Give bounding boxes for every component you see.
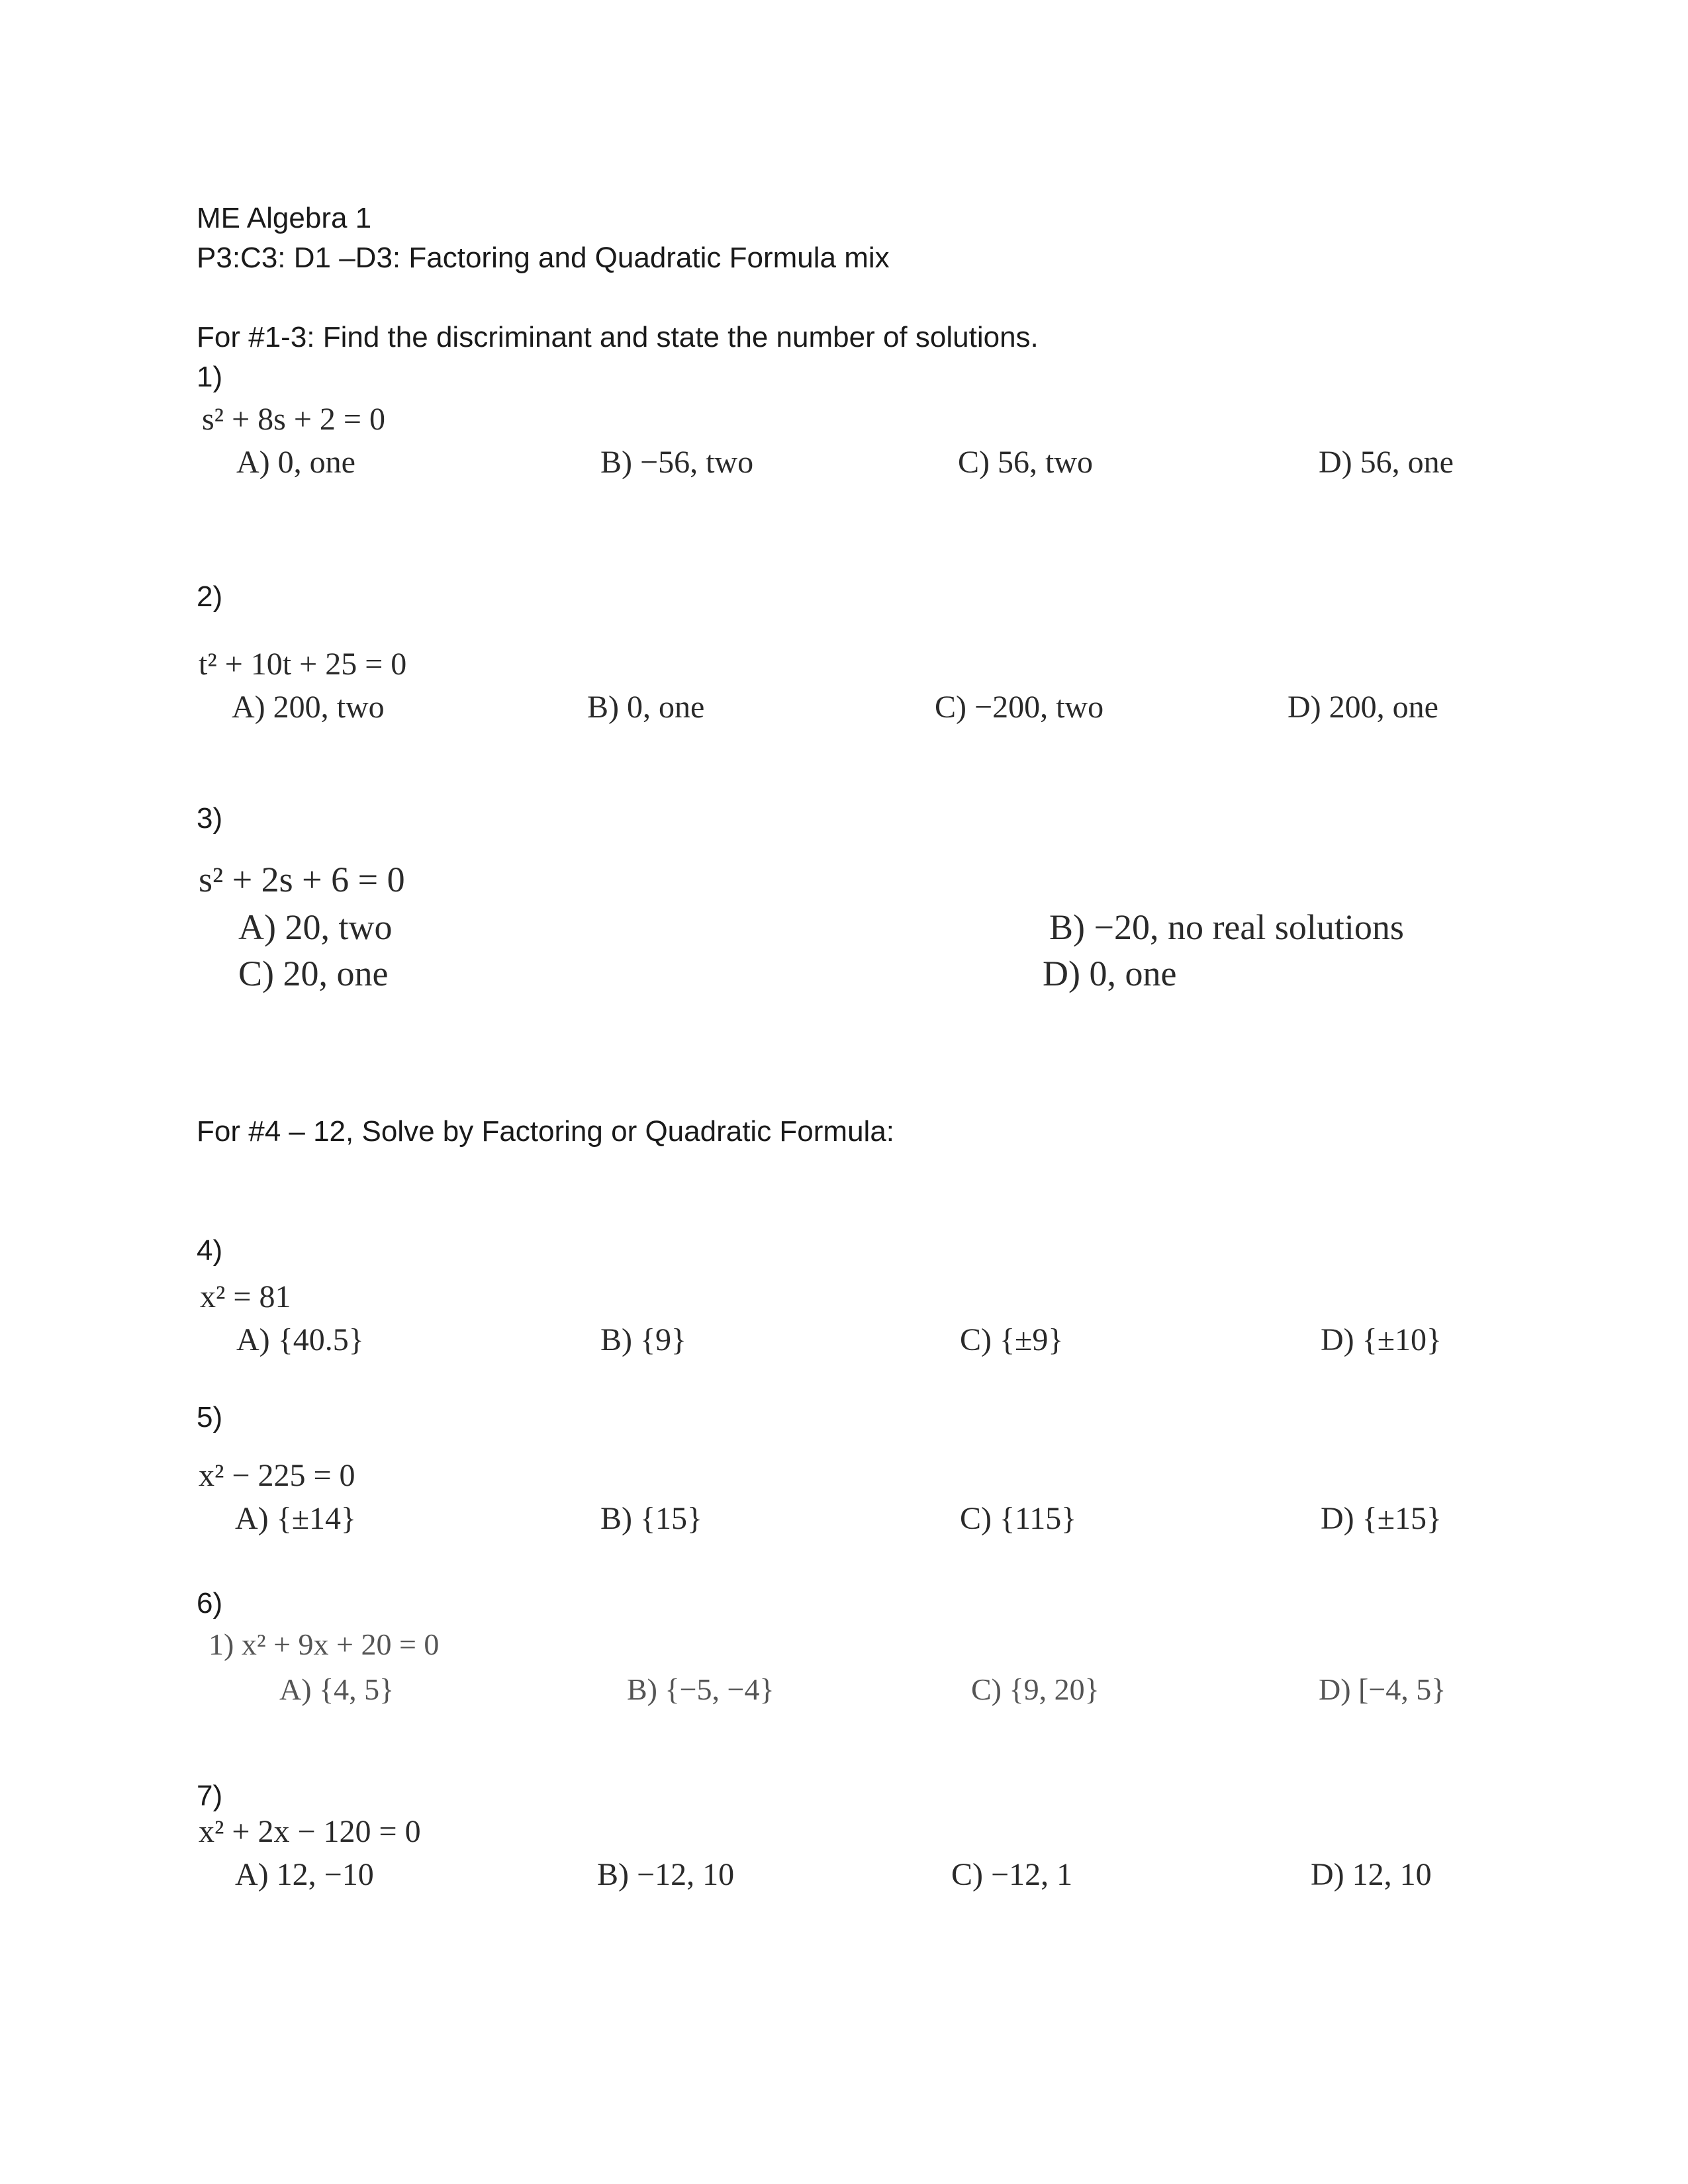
choice-b[interactable]: B) {15}: [600, 1501, 703, 1536]
choice-d[interactable]: D) 56, one: [1319, 445, 1454, 480]
unit-title: P3:C3: D1 –D3: Factoring and Quadratic Formula mix: [197, 242, 890, 274]
question-number: 6): [197, 1587, 223, 1619]
choice-a[interactable]: A) {4, 5}: [279, 1672, 395, 1706]
question-number: 1): [197, 361, 223, 393]
choice-a[interactable]: A) 0, one: [236, 445, 355, 480]
section2-instruction: For #4 – 12, Solve by Factoring or Quadratic Formula:: [197, 1115, 895, 1148]
choice-b[interactable]: B) {−5, −4}: [627, 1672, 774, 1706]
question-number: 2): [197, 580, 223, 613]
question-equation: x² = 81: [200, 1279, 291, 1314]
choice-a[interactable]: A) 12, −10: [235, 1857, 374, 1892]
choice-b[interactable]: B) {9}: [600, 1322, 687, 1357]
choice-c[interactable]: C) 20, one: [238, 954, 389, 993]
course-title: ME Algebra 1: [197, 202, 372, 234]
question-equation: 1) x² + 9x + 20 = 0: [209, 1627, 440, 1661]
choice-d[interactable]: D) {±10}: [1321, 1322, 1442, 1357]
choice-b[interactable]: B) 0, one: [587, 690, 705, 725]
choice-c[interactable]: C) {115}: [960, 1501, 1077, 1536]
question-equation: x² + 2x − 120 = 0: [199, 1814, 421, 1849]
choice-c[interactable]: C) −12, 1: [951, 1857, 1073, 1892]
choice-b[interactable]: B) −12, 10: [597, 1857, 735, 1892]
question-equation: s² + 8s + 2 = 0: [202, 402, 385, 437]
question-equation: x² − 225 = 0: [199, 1458, 355, 1493]
choice-a[interactable]: A) {40.5}: [236, 1322, 364, 1357]
choice-d[interactable]: D) [−4, 5}: [1319, 1672, 1446, 1706]
choice-a[interactable]: A) 200, two: [232, 690, 385, 725]
question-number: 5): [197, 1401, 223, 1433]
question-number: 7): [197, 1780, 223, 1812]
choice-c[interactable]: C) −200, two: [935, 690, 1104, 725]
choice-d[interactable]: D) 200, one: [1288, 690, 1438, 725]
section1-instruction: For #1-3: Find the discriminant and state the number of solutions.: [197, 321, 1039, 353]
question-equation: t² + 10t + 25 = 0: [199, 647, 407, 682]
question-number: 3): [197, 802, 223, 835]
question-number: 4): [197, 1234, 223, 1267]
choice-b[interactable]: B) −20, no real solutions: [1049, 907, 1404, 947]
choice-d[interactable]: D) 12, 10: [1311, 1857, 1432, 1892]
choice-c[interactable]: C) {±9}: [960, 1322, 1064, 1357]
choice-b[interactable]: B) −56, two: [600, 445, 754, 480]
choice-a[interactable]: A) 20, two: [238, 907, 393, 947]
choice-a[interactable]: A) {±14}: [235, 1501, 357, 1536]
choice-c[interactable]: C) {9, 20}: [971, 1672, 1100, 1706]
question-equation: s² + 2s + 6 = 0: [199, 860, 405, 899]
choice-d[interactable]: D) 0, one: [1043, 954, 1177, 993]
choice-d[interactable]: D) {±15}: [1321, 1501, 1442, 1536]
choice-c[interactable]: C) 56, two: [958, 445, 1093, 480]
